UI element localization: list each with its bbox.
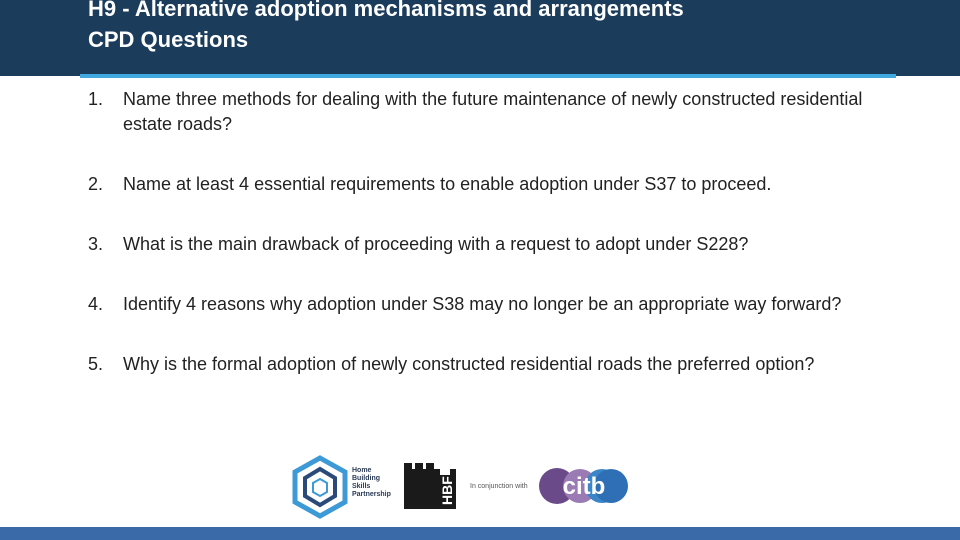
question-item	[88, 232, 908, 257]
question-item	[88, 292, 908, 317]
title-underline	[80, 74, 896, 78]
question-list	[88, 87, 908, 377]
question-number: 3.	[88, 234, 104, 254]
slide-title-line-2: CPD Questions	[88, 27, 249, 52]
slide-title-line-1: H9 - Alternative adoption mechanisms and arrangements	[88, 0, 684, 21]
hbsp-logo	[290, 455, 410, 520]
citb-logo-icon	[538, 467, 630, 505]
question-number: 1.	[88, 89, 104, 109]
slide-title	[88, 0, 948, 55]
question-number: 2.	[88, 174, 104, 194]
hbf-letters: HBF	[439, 476, 455, 505]
question-number: 4.	[88, 294, 104, 314]
question-item	[88, 87, 908, 137]
citb-text: citb	[562, 473, 606, 500]
question-text: What is the main drawback of proceeding with a request to adopt under S228?	[123, 234, 749, 254]
hexagon-logo-icon	[290, 455, 350, 520]
hbsp-line-1: Home	[352, 467, 372, 474]
question-item	[88, 172, 908, 197]
hbf-caption: HOME BUILDERS FEDERATION	[409, 505, 455, 509]
question-text: Identify 4 reasons why adoption under S38 may no longer be an appropriate way forward?	[123, 294, 842, 314]
hbf-castle-logo-icon	[402, 461, 460, 519]
footer-bar	[0, 527, 960, 540]
hbsp-line-4: Partnership	[352, 491, 391, 498]
hbsp-line-3: Skills	[352, 483, 371, 490]
partner-logos	[290, 455, 640, 520]
question-item	[88, 352, 908, 377]
question-text: Name at least 4 essential requirements to enable adoption under S37 to proceed.	[123, 174, 772, 194]
question-text: Name three methods for dealing with the future maintenance of newly constructed residential estate roads?	[123, 89, 863, 134]
conjunction-text: In conjunction with	[470, 483, 528, 490]
question-number: 5.	[88, 354, 104, 374]
question-text: Why is the formal adoption of newly constructed residential roads the preferred option?	[123, 354, 815, 374]
hbsp-line-2: Building	[352, 475, 380, 482]
